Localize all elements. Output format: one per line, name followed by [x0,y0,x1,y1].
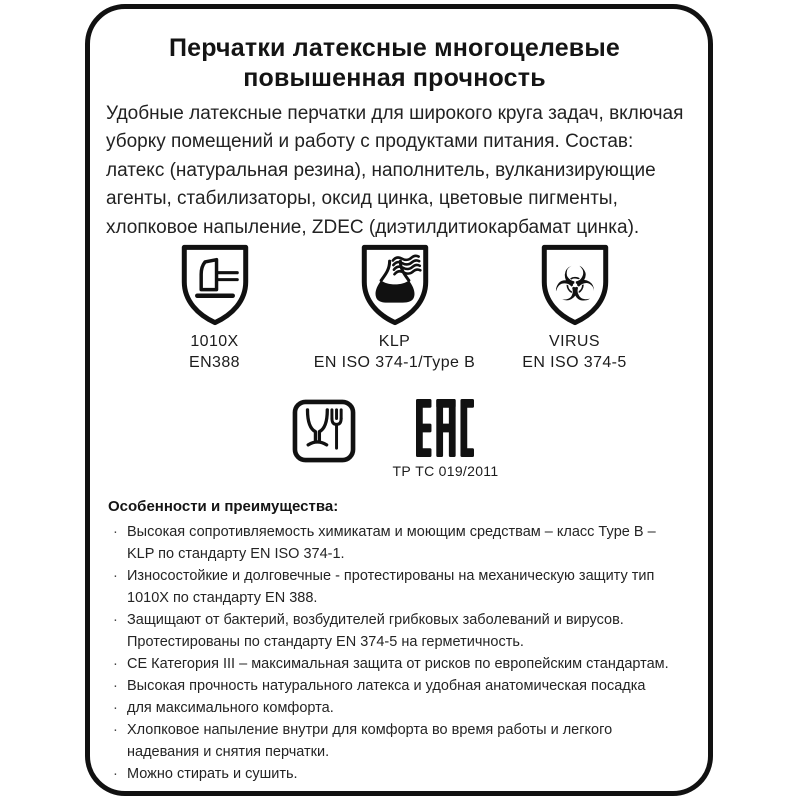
badge-mechanical [125,242,305,373]
feature-item: · Хлопковое напыление внутри для комфорта во время работы и легкого надевания и снятия перчатки. [113,719,686,763]
badge-chemical-code: KLP [378,333,411,351]
features-heading: Особенности и преимущества: [108,498,339,516]
product-title-line2: повышенная прочность [243,64,546,92]
badge-virus-standard: EN ISO 374-5 [522,354,627,372]
bullet-dot: · [113,766,118,783]
biohazard-protection-shield-icon [534,242,616,328]
feature-item: · СЕ Категория III – максимальная защита от рисков по европейским стандартам. [113,653,686,675]
feature-item: · Износостойкие и долговечные - протестированы на механическую защиту тип 1010X по стандарту EN 388. [113,565,686,609]
features-list [108,521,686,785]
badge-virus [485,242,665,373]
eac-mark [393,398,499,479]
badge-mechanical-code: 1010X [190,333,239,351]
food-contact-safe-icon [291,398,357,464]
protection-badges [103,242,686,373]
product-title [103,33,686,93]
bullet-dot: · [113,612,118,629]
bullet-dot: · [113,656,118,673]
product-title-line1: Перчатки латексные многоцелевые [168,34,621,62]
badge-chemical-label [314,331,475,373]
svg-text:☣: ☣ [553,257,596,313]
bullet-dot: · [113,524,118,541]
bullet-dot: · [113,568,118,585]
badge-mechanical-standard: EN388 [189,354,240,372]
feature-item: · Защищают от бактерий, возбудителей грибковых заболеваний и вирусов. Протестированы по стандарту EN 374-5 на герметичность. [113,609,686,653]
feature-item: · Высокая сопротивляемость химикатам и моющим средствам – класс Type B – KLP по стандарту EN ISO 374-1. [113,521,686,565]
eac-caption: ТР ТС 019/2011 [392,463,499,480]
features-section [108,496,686,785]
bullet-dot: · [113,678,118,695]
bullet-dot: · [113,722,118,739]
mechanical-protection-shield-icon [174,242,256,328]
badge-mechanical-label [189,331,240,373]
feature-item: · для максимального комфорта. [113,697,686,719]
certification-marks [103,398,686,479]
feature-item: · Высокая прочность натурального латекса и удобная анатомическая посадка [113,675,686,697]
product-label-card [85,4,713,796]
chemical-protection-shield-icon [354,242,436,328]
badge-virus-code: VIRUS [549,333,600,351]
product-description: Удобные латексные перчатки для широкого круга задач, включая уборку помещений и работу с продуктами питания. Состав: латекс (натуральная резина), наполнитель, вулканизирующие агенты, стабилизаторы, оксид цинка, цветовые пигменты, хлопковое напыление, ZDEC (диэтилдитиокарбамат цинка). [106,103,684,238]
badge-chemical [305,242,485,373]
bullet-dot: · [113,700,118,717]
badge-chemical-standard: EN ISO 374-1/Type B [313,354,476,372]
badge-virus-label [522,331,626,373]
eac-logo-icon [416,399,474,457]
feature-item: · Можно стирать и сушить. [113,763,686,785]
